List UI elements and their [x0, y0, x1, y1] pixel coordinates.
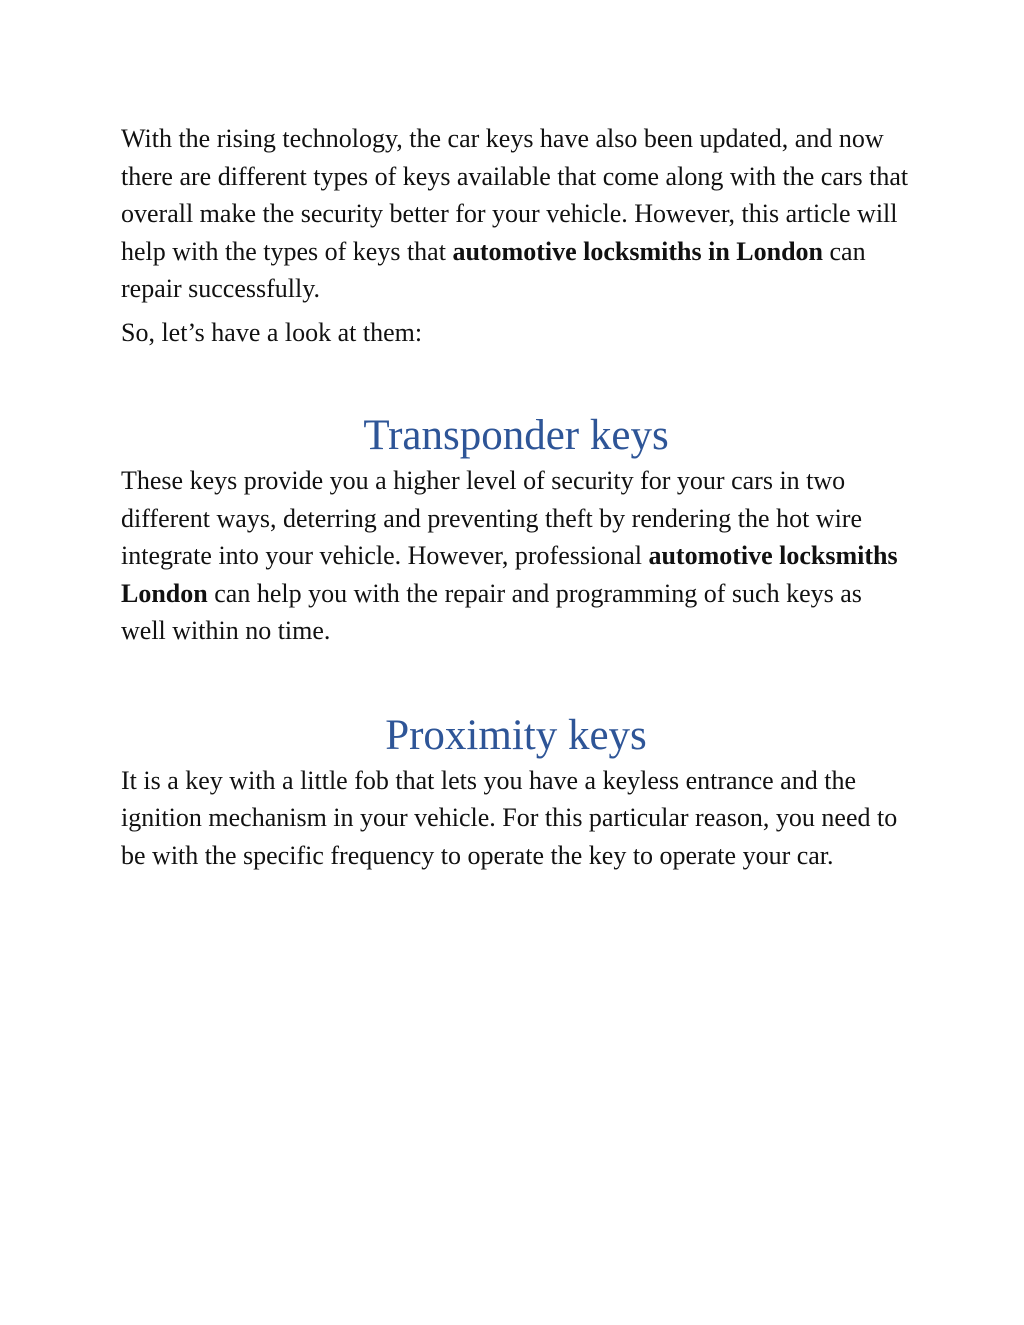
intro-lead-in: So, let’s have a look at them:	[121, 317, 423, 347]
intro-paragraph	[121, 120, 911, 308]
proximity-paragraph: It is a key with a little fob that lets you have a keyless entrance and the ignition mechanism in your vehicle. For this particular reason, you need to be with the specific frequency to operate the key to operate your car.	[121, 765, 898, 870]
heading-transponder-keys: Transponder keys	[363, 412, 669, 459]
transponder-paragraph	[121, 462, 911, 650]
transponder-bold-keyword: automotive locksmiths London	[121, 541, 898, 608]
intro-text-start: With the rising technology, the car keys have also been updated, and now there are different types of keys available that come along with the cars that overall make the security better for your vehicle. However, this article will help with the types of keys that	[121, 124, 909, 266]
intro-text-end: can repair successfully.	[121, 236, 866, 303]
transponder-text-start: These keys provide you a higher level of security for your cars in two different ways, deterring and preventing theft by rendering the hot wire integrate into your vehicle. However, professional	[121, 466, 862, 570]
heading-proximity-keys: Proximity keys	[385, 711, 647, 759]
document-body	[121, 120, 911, 874]
intro-bold-keyword: automotive locksmiths in London	[452, 236, 824, 266]
transponder-text-end: can help you with the repair and programming of such keys as well within no time.	[121, 578, 862, 645]
